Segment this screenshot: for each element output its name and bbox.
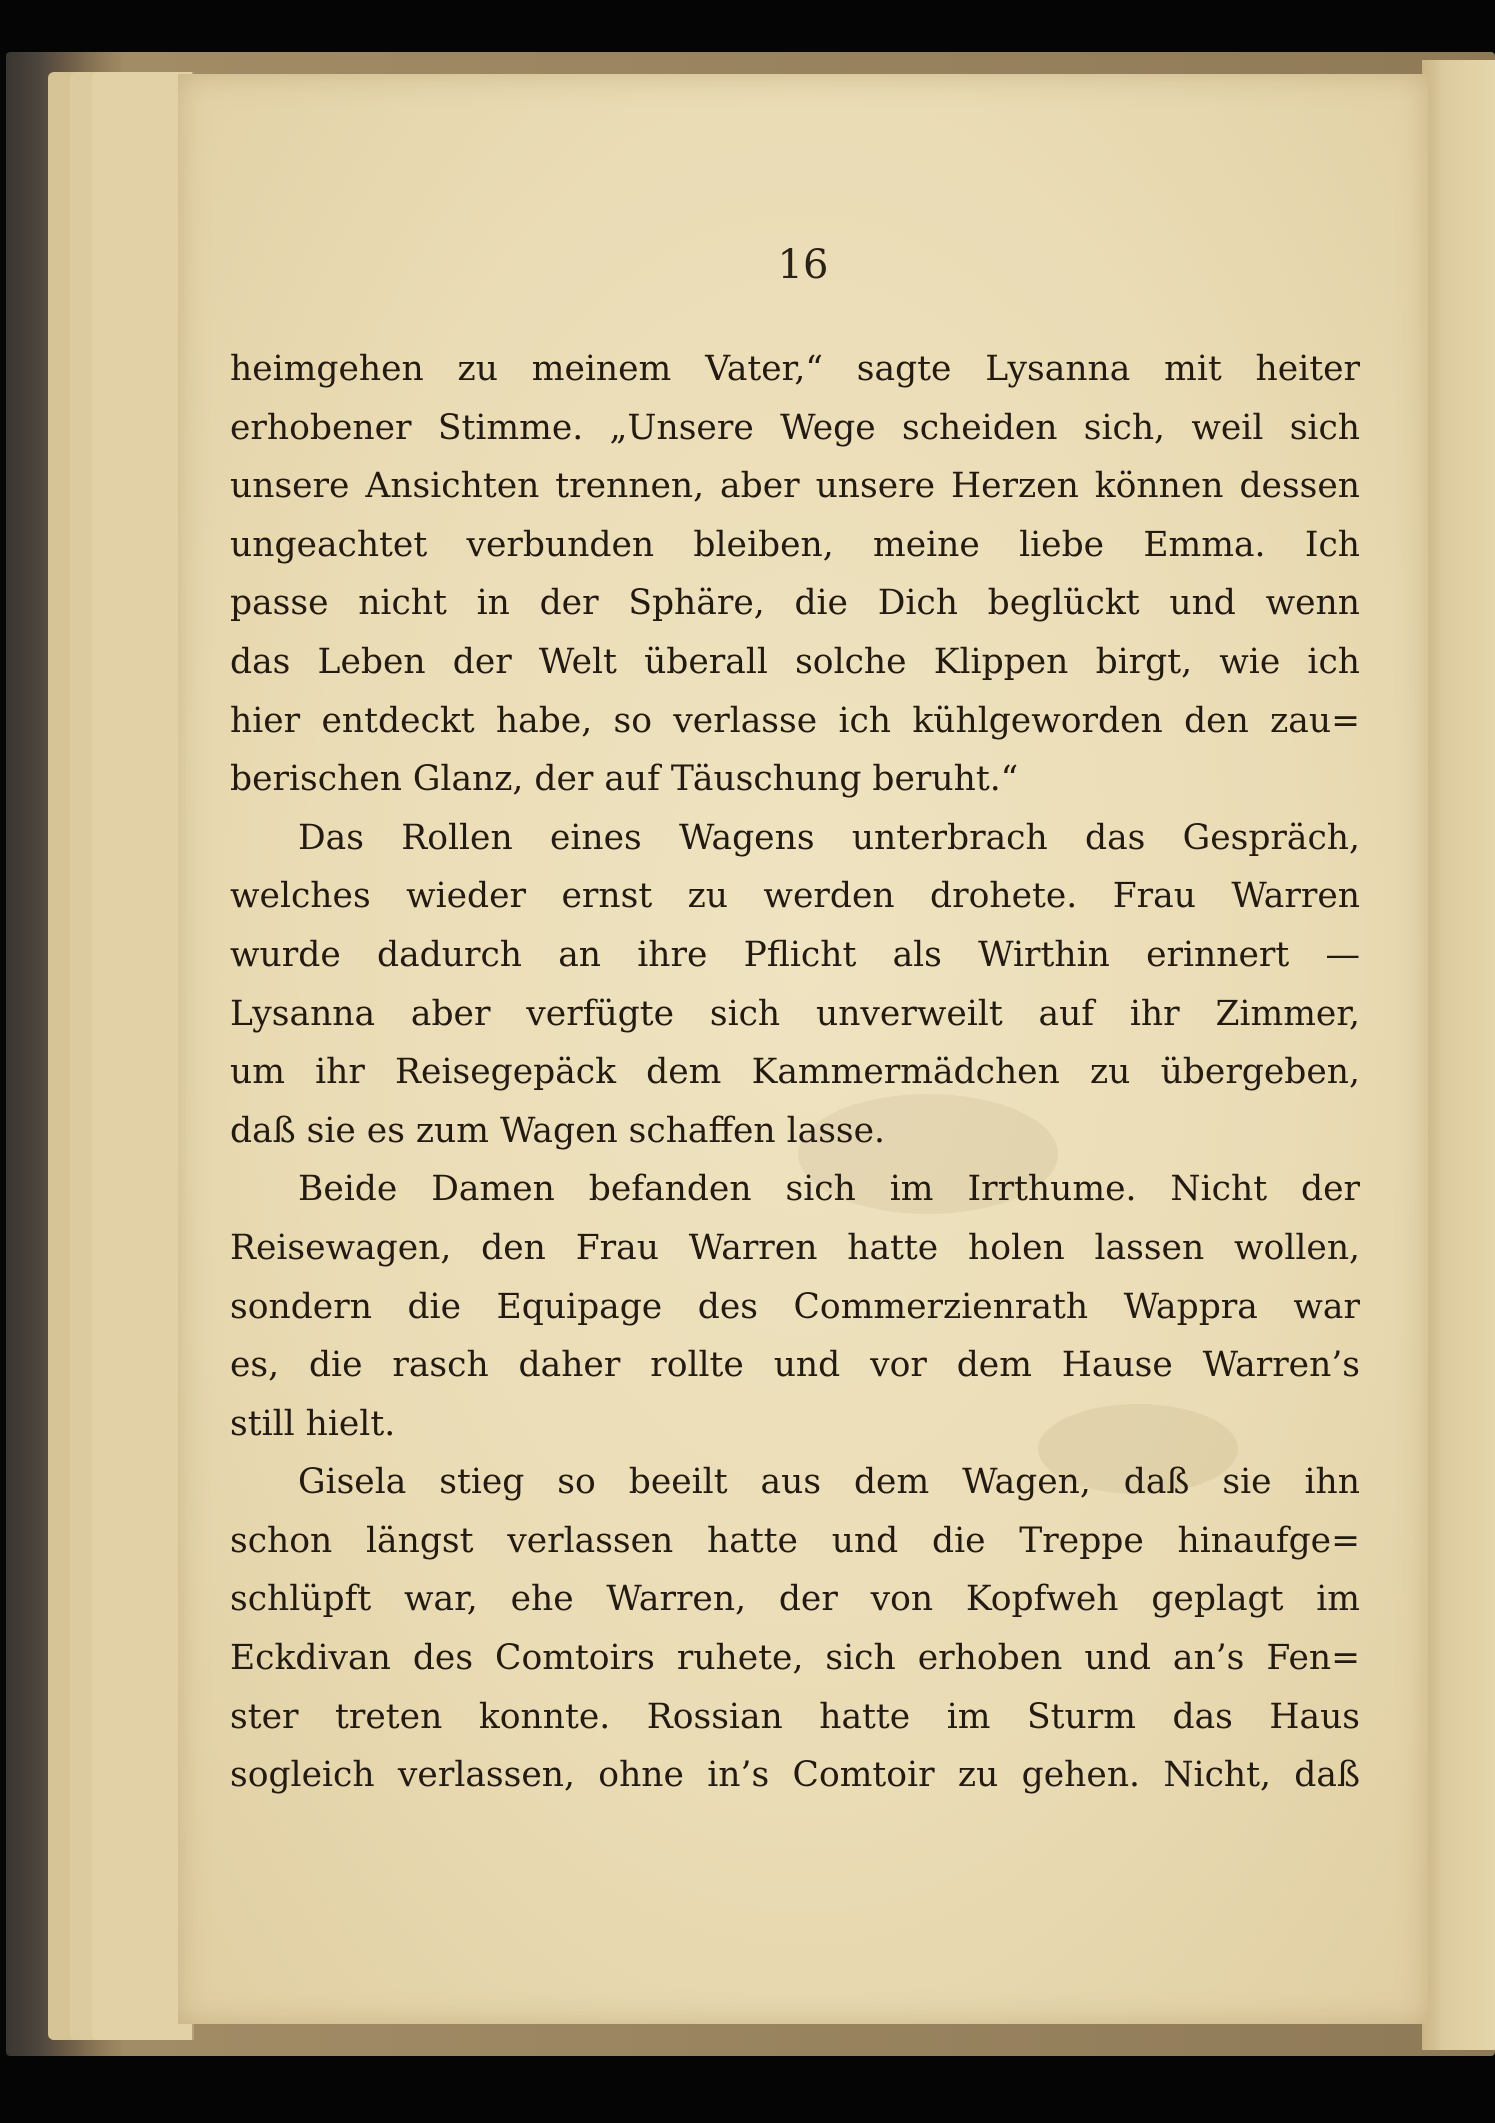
text-line: berischen Glanz, der auf Täuschung beruht.“	[230, 759, 1019, 800]
text-line: Beide Damen befanden sich im Irrthume. Nicht der	[298, 1169, 1360, 1210]
text-line: um ihr Reisegepäck dem Kammermädchen zu übergeben,	[230, 1052, 1360, 1093]
text-line: ungeachtet verbunden bleiben, meine liebe Emma. Ich	[230, 524, 1360, 565]
text-line: schon längst verlassen hatte und die Treppe hinaufge=	[230, 1520, 1360, 1561]
text-line: unsere Ansichten trennen, aber unsere Herzen können dessen	[230, 466, 1360, 507]
text-line: Das Rollen eines Wagens unterbrach das Gespräch,	[298, 817, 1360, 858]
text-line: sogleich verlassen, ohne in’s Comtoir zu gehen. Nicht, daß	[230, 1755, 1360, 1796]
text-line: Eckdivan des Comtoirs ruhete, sich erhoben und an’s Fen=	[230, 1638, 1360, 1679]
page-number: 16	[777, 242, 829, 288]
text-line: hier entdeckt habe, so verlasse ich kühlgeworden den zau=	[230, 700, 1360, 741]
text-line: heimgehen zu meinem Vater,“ sagte Lysanna mit heiter	[230, 349, 1360, 389]
text-line: Reisewagen, den Frau Warren hatte holen lassen wollen,	[230, 1227, 1360, 1268]
text-line: wurde dadurch an ihre Pflicht als Wirthin erinnert —	[230, 934, 1360, 975]
facing-page-edge	[1422, 60, 1495, 2050]
text-line: es, die rasch daher rollte und vor dem Hause Warren’s	[230, 1345, 1360, 1386]
text-line: das Leben der Welt überall solche Klippen birgt, wie ich	[230, 641, 1360, 682]
text-line: ster treten konnte. Rossian hatte im Sturm das Haus	[230, 1696, 1360, 1737]
text-line: still hielt.	[230, 1403, 396, 1444]
text-line: erhobener Stimme. „Unsere Wege scheiden sich, weil sich	[230, 407, 1360, 448]
text-line: passe nicht in der Sphäre, die Dich beglückt und wenn	[230, 583, 1360, 624]
text-line: sondern die Equipage des Commerzienrath Wappra war	[230, 1286, 1360, 1327]
text-line: Lysanna aber verfügte sich unverweilt auf ihr Zimmer,	[230, 993, 1360, 1034]
text-line: Gisela stieg so beeilt aus dem Wagen, daß sie ihn	[298, 1462, 1360, 1503]
text-line: schlüpft war, ehe Warren, der von Kopfweh geplagt im	[230, 1579, 1360, 1620]
text-line: daß sie es zum Wagen schaffen lasse.	[230, 1110, 885, 1151]
body-text	[230, 340, 1360, 1805]
text-line: welches wieder ernst zu werden drohete. Frau Warren	[230, 876, 1360, 917]
